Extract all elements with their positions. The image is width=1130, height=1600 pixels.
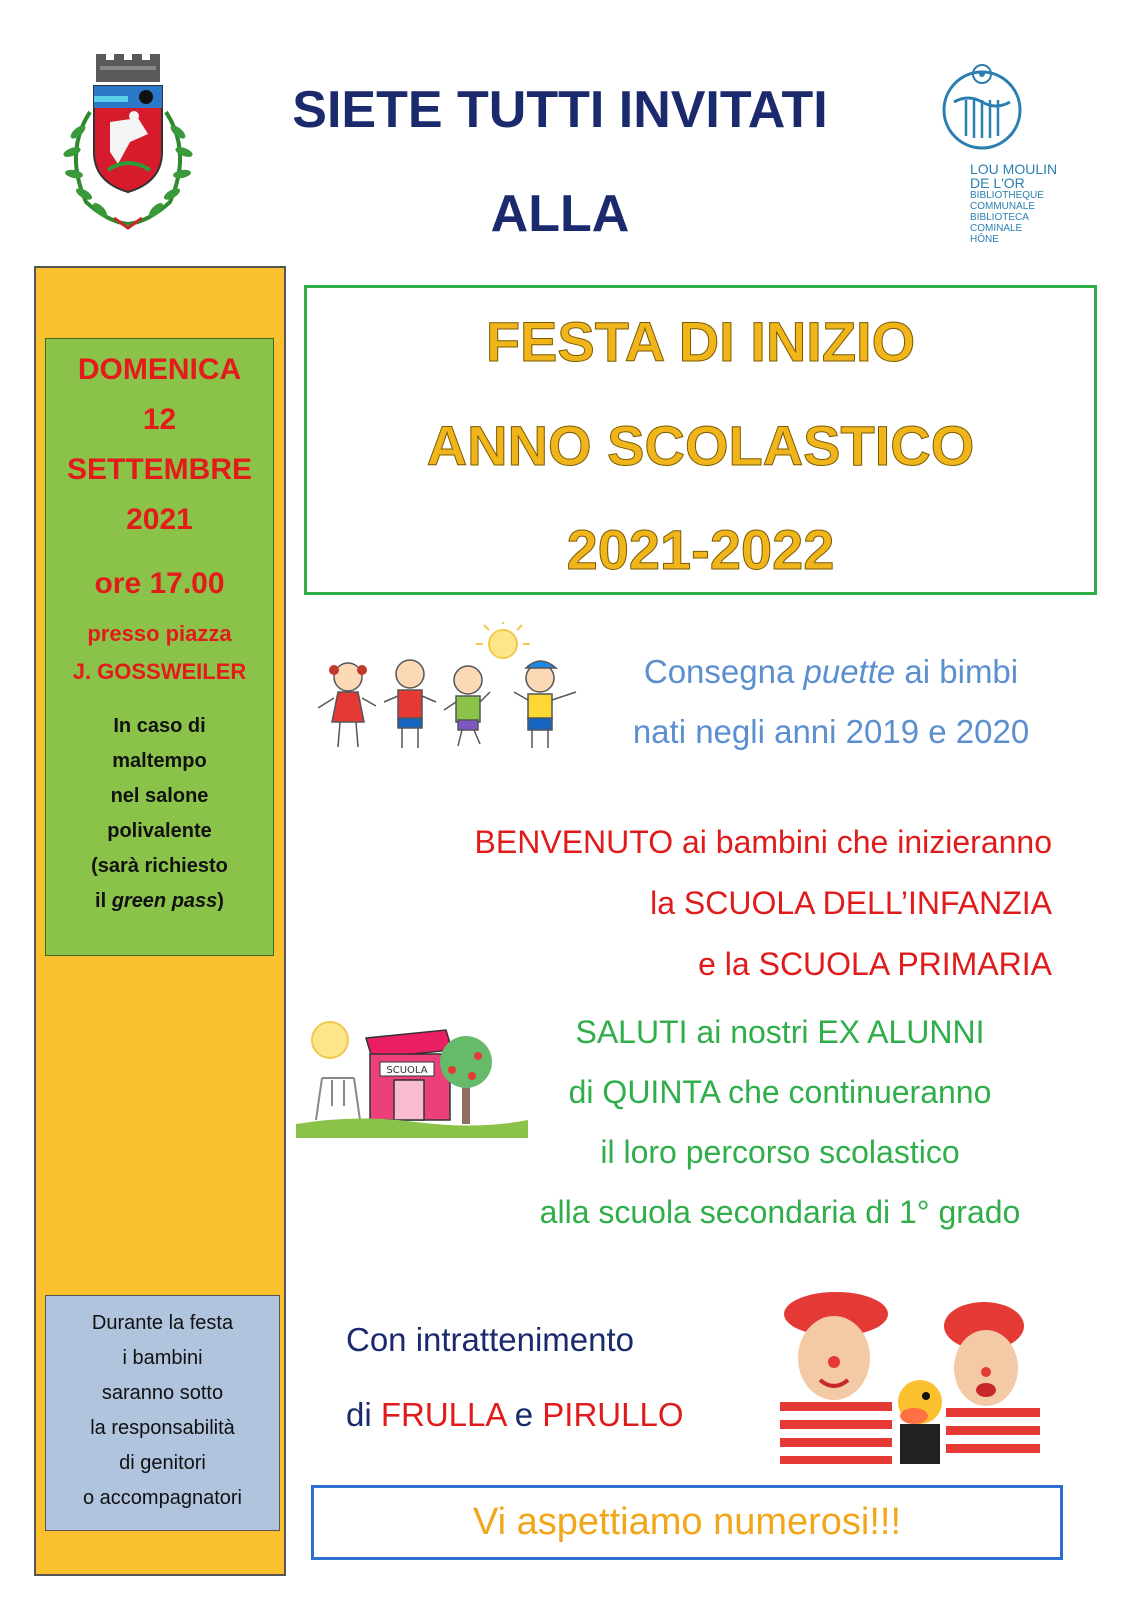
weather-line6-a: il (95, 890, 112, 912)
logo-line4: COMMUNALE (970, 201, 1036, 212)
intrattenimento-e: e (505, 1396, 543, 1433)
closing-message-box (311, 1485, 1063, 1560)
weather-line3: nel salone (110, 785, 209, 807)
note-line5: di genitori (119, 1452, 206, 1474)
note-line3: saranno sotto (101, 1382, 224, 1404)
benvenuto-line2: la SCUOLA DELL’INFANZIA (650, 885, 1052, 921)
benvenuto-text (330, 812, 1052, 995)
festa-line3: 2021-2022 (566, 518, 835, 581)
consegna-line2: nati negli anni 2019 e 2020 (632, 713, 1030, 750)
saluti-line3: il loro percorso scolastico (600, 1134, 960, 1170)
benvenuto-line1: BENVENUTO ai bambini che inizieranno (474, 824, 1052, 860)
festa-title-box (304, 285, 1097, 595)
event-year: 2021 (126, 503, 193, 536)
note-line1: Durante la festa (91, 1312, 234, 1334)
event-month: SETTEMBRE (66, 453, 252, 486)
logo-line6: COMINALE (970, 223, 1023, 234)
event-place-line2: J. GOSSWEILER (72, 659, 247, 684)
green-pass-text: green pass (111, 890, 218, 912)
page-title-line1: SIETE TUTTI INVITATI (292, 81, 828, 139)
kids-illustration (318, 622, 590, 752)
weather-line4: polivalente (107, 820, 212, 842)
festa-line1: FESTA DI INIZIO (485, 310, 916, 373)
school-sign: SCUOLA (386, 1065, 428, 1076)
weather-line6 (46, 884, 273, 919)
consegna-puette: puette (803, 653, 896, 690)
library-logo (940, 58, 1080, 248)
saluti-text (500, 1002, 1060, 1242)
event-time: ore 17.00 (94, 567, 225, 600)
note-line2: i bambini (122, 1347, 203, 1369)
festa-line2: ANNO SCOLASTICO (426, 414, 975, 477)
intrattenimento-line1: Con intrattenimento (346, 1321, 634, 1358)
consegna-text (590, 642, 1072, 762)
note-line4: la responsabilità (90, 1417, 235, 1439)
frulla-name: FRULLA (380, 1396, 506, 1433)
page-title-line2: ALLA (490, 185, 630, 243)
benvenuto-line3: e la SCUOLA PRIMARIA (698, 946, 1052, 982)
intrattenimento-line2 (346, 1377, 726, 1452)
school-illustration (296, 1010, 528, 1138)
pirullo-name: PIRULLO (542, 1396, 684, 1433)
closing-message: Vi aspettiamo numerosi!!! (472, 1501, 902, 1543)
municipal-coat-of-arms (38, 52, 218, 237)
saluti-line4: alla scuola secondaria di 1° grado (539, 1194, 1021, 1230)
consegna-a: Consegna (643, 653, 804, 690)
weather-line2: maltempo (112, 750, 207, 772)
clowns-photo (750, 1292, 1054, 1464)
intrattenimento-text (346, 1302, 726, 1452)
event-date-box (45, 338, 274, 956)
consegna-c: ai bimbi (895, 653, 1019, 690)
saluti-line2: di QUINTA che continueranno (568, 1074, 992, 1110)
event-date-day: 12 (142, 403, 177, 436)
intrattenimento-di: di (346, 1396, 381, 1433)
logo-name-line1: LOU MOULIN (970, 161, 1058, 177)
consegna-line1 (590, 642, 1072, 702)
note-line6: o accompagnatori (83, 1487, 242, 1509)
logo-line3: BIBLIOTHEQUE (970, 190, 1044, 201)
logo-line5: BIBLIOTECA (970, 212, 1029, 223)
weather-line6-c: ) (217, 890, 224, 912)
event-place-line1: presso piazza (87, 621, 232, 646)
saluti-line1: SALUTI ai nostri EX ALUNNI (575, 1014, 985, 1050)
event-day: DOMENICA (77, 353, 242, 386)
logo-name-line2: DE L'OR (970, 175, 1025, 191)
logo-line7: HÔNE (970, 234, 999, 245)
weather-line5: (sarà richiesto (91, 855, 228, 877)
responsibility-note-box (45, 1295, 280, 1531)
weather-line1: In caso di (113, 715, 206, 737)
